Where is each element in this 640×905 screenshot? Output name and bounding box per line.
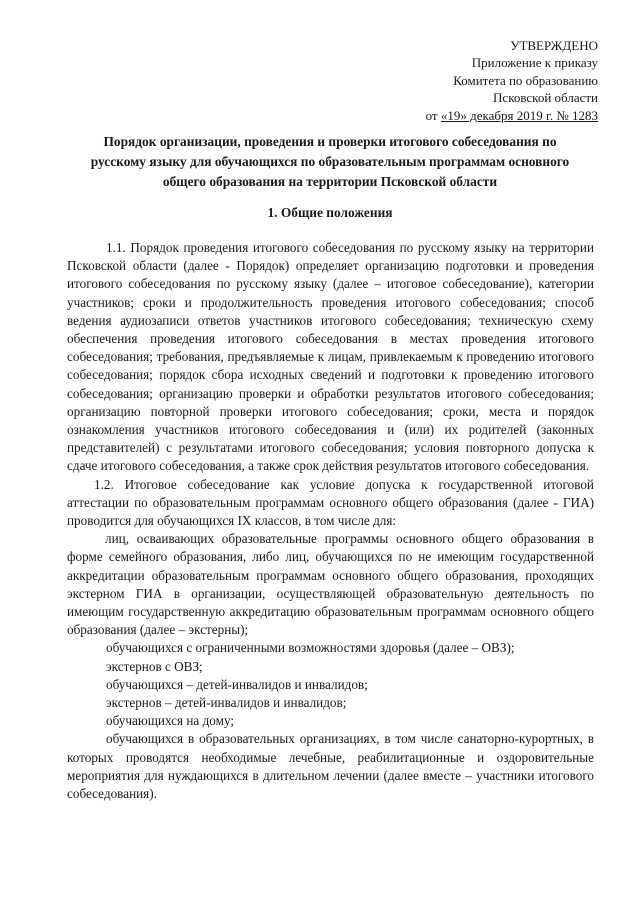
list-item: экстернов – детей-инвалидов и инвалидов; — [106, 695, 347, 711]
approval-block — [426, 37, 598, 124]
list-item: обучающихся с ограниченными возможностями здоровья (далее – ОВЗ); — [106, 640, 515, 656]
title-line: русскому языку для обучающихся по образовательным программам основного — [90, 154, 570, 169]
approval-date-prefix: от — [425, 107, 441, 123]
title-line: Порядок организации, проведения и проверки итогового собеседования по — [103, 134, 557, 149]
approval-heading: УТВЕРЖДЕНО — [510, 38, 598, 53]
list-item: обучающихся – детей-инвалидов и инвалидов; — [106, 676, 368, 692]
approval-date: «19» декабря 2019 г. № 1283 — [440, 107, 598, 123]
approval-committee: Комитета по образованию — [453, 72, 598, 88]
paragraph-persons: лиц, осваивающих образовательные программы основного общего образования в форме семейного образования, либо лиц, обучающихся по не имеющим государственной аккредитации образовательным программам основного общего образования, проходящих экстерном ГИА в организации, осуществляющей образовательную деятельность по имеющим государственную аккредитацию образовательным программам основного общего образования (далее – экстерны); — [67, 531, 594, 638]
approval-date-line — [426, 107, 598, 124]
document-body — [67, 239, 594, 803]
paragraph-1-2: 1.2. Итоговое собеседование как условие допуска к государственной итоговой аттестации по образовательным программам основного общего образования (далее - ГИА) проводится для обучающихся IX классов, в том числе для: — [67, 476, 594, 529]
document-title — [60, 132, 600, 192]
approval-appendix: Приложение к приказу — [471, 55, 598, 71]
approval-region: Псковской области — [493, 90, 598, 106]
paragraph-1-1: 1.1. Порядок проведения итогового собеседования по русскому языку на территории Псковской области (далее - Порядок) определяет организацию подготовки и проведения итогового собеседования по русскому языку (далее – итоговое собеседование), категории участников; сроки и продолжительность проведения итогового собеседования; способ ведения аудиозаписи ответов участников итогового собеседования; техническую схему обеспечения проведения итогового собеседования в местах проведения итогового собеседования; требования, предъявляемые к лицам, привлекаемым к проведению итогового собеседования; порядок сбора исходных сведений и подготовки к проведению итогового собеседования; организацию проверки и обработки результатов итогового собеседования; организацию повторной проверки итогового собеседования; сроки, места и порядок ознакомления участников итогового собеседования и (или) их родителей (законных представителей) с результатами итогового собеседования; условия повторного допуска к сдаче итогового собеседования, а также срок действия результатов итогового собеседования. — [67, 240, 594, 474]
title-line: общего образования на территории Псковской области — [162, 174, 498, 189]
section-heading: 1. Общие положения — [267, 205, 393, 220]
list-item: экстернов с ОВЗ; — [106, 658, 203, 674]
list-item: обучающихся в образовательных организациях, в том числе санаторно-курортных, в которых проводятся необходимые лечебные, реабилитационные и оздоровительные мероприятия для нуждающихся в длительном лечении (далее вместе – участники итогового собеседования). — [67, 731, 594, 802]
list-item: обучающихся на дому; — [106, 713, 235, 729]
